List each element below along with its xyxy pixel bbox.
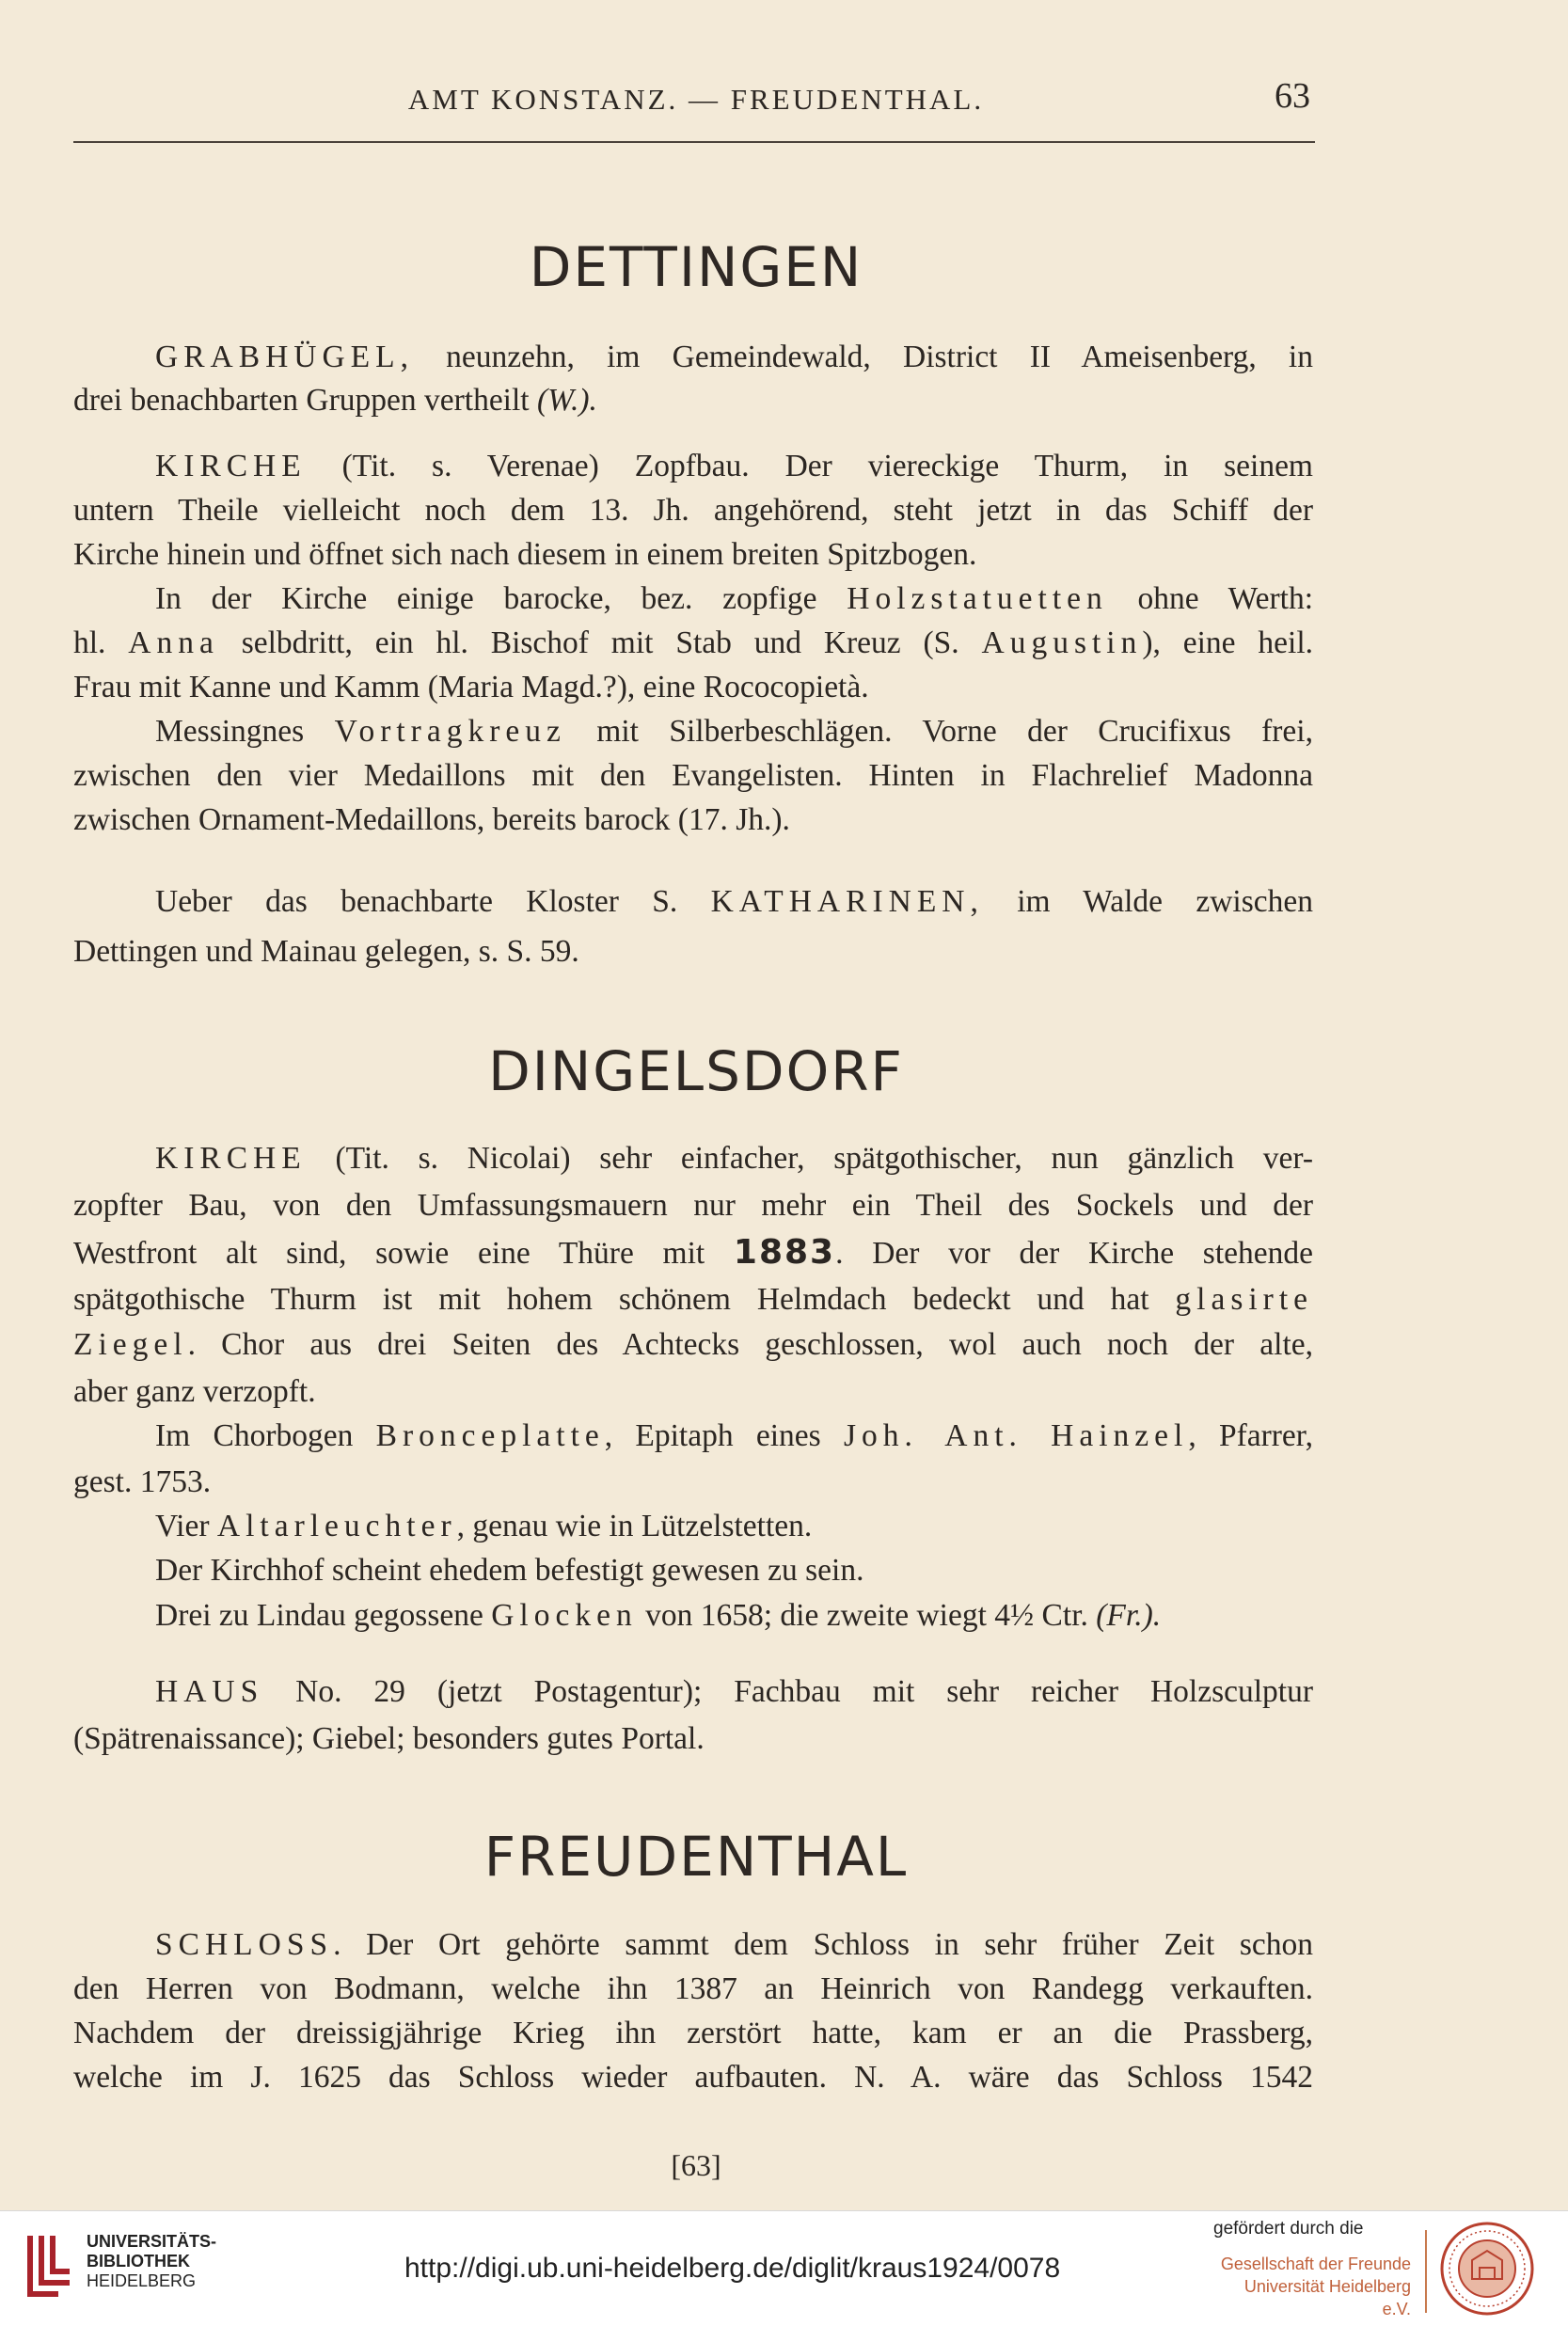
text-line: GRABHÜGEL, neunzehn, im Gemeindewald, District II Ameisenberg, in bbox=[155, 340, 1313, 374]
text-line: Frau mit Kanne und Kamm (Maria Magd.?), eine Rococopietà. bbox=[73, 670, 869, 704]
text-line: untern Theile vielleicht noch dem 13. Jh. angehörend, steht jetzt in das Schiff der bbox=[73, 493, 1313, 528]
text-line: Messingnes Vortragkreuz mit Silberbeschlägen. Vorne der Crucifixus frei, bbox=[155, 714, 1313, 749]
text-line: zopfter Bau, von den Umfassungsmauern nur mehr ein Theil des Sockels und der bbox=[73, 1188, 1313, 1223]
digitization-footer bbox=[0, 2210, 1568, 2326]
text-line: Vier Altarleuchter, genau wie in Lützelstetten. bbox=[155, 1509, 813, 1543]
text-line: gest. 1753. bbox=[73, 1464, 212, 1499]
sponsor-name: Gesellschaft der Freunde Universität Heidelberg e.V. bbox=[1220, 2255, 1411, 2318]
library-logo-icon bbox=[21, 2228, 77, 2307]
text-line: zwischen den vier Medaillons mit den Evangelisten. Hinten in Flachrelief Madonna bbox=[73, 758, 1313, 793]
stamped-year: 1883 bbox=[733, 1233, 836, 1272]
text-line: hl. Anna selbdritt, ein hl. Bischof mit Stab und Kreuz (S. Augustin), eine heil. bbox=[73, 625, 1313, 660]
running-title: AMT KONSTANZ. — FREUDENTHAL. bbox=[407, 83, 985, 116]
section-title-freudenthal: FREUDENTHAL bbox=[483, 1825, 909, 1889]
sponsor-label: gefördert durch die bbox=[1213, 2219, 1364, 2239]
text-line: Ueber das benachbarte Kloster S. KATHARINEN, im Walde zwischen bbox=[155, 884, 1313, 919]
university-seal-icon bbox=[1439, 2221, 1535, 2317]
text-line: spätgothische Thurm ist mit hohem schönem Helmdach bedeckt und hat glasirte bbox=[73, 1282, 1313, 1317]
library-name: UNIVERSITÄTS- BIBLIOTHEK HEIDELBERG bbox=[87, 2232, 217, 2290]
text-line: Nachdem der dreissigjährige Krieg ihn zerstört hatte, kam er an die Prassberg, bbox=[73, 2016, 1313, 2050]
text-line: KIRCHE (Tit. s. Verenae) Zopfbau. Der viereckige Thurm, in seinem bbox=[155, 449, 1313, 483]
section-title-dettingen: DETTINGEN bbox=[529, 235, 863, 299]
text-line: SCHLOSS. Der Ort gehörte sammt dem Schloss in sehr früher Zeit schon bbox=[155, 1927, 1313, 1962]
text-line: Dettingen und Mainau gelegen, s. S. 59. bbox=[73, 934, 579, 969]
text-line: drei benachbarten Gruppen vertheilt (W.). bbox=[73, 383, 597, 418]
text-line: welche im J. 1625 das Schloss wieder aufbauten. N. A. wäre das Schloss 1542 bbox=[73, 2060, 1313, 2095]
text-line: (Spätrenaissance); Giebel; besonders gutes Portal. bbox=[73, 1721, 705, 1756]
text-line: KIRCHE (Tit. s. Nicolai) sehr einfacher, spätgothischer, nun gänzlich ver- bbox=[155, 1141, 1313, 1176]
plate-number: [63] bbox=[671, 2148, 721, 2182]
text-line: Kirche hinein und öffnet sich nach diesem in einem breiten Spitzbogen. bbox=[73, 537, 977, 572]
text-line: Westfront alt sind, sowie eine Thüre mit 1883. Der vor der Kirche stehende bbox=[73, 1233, 1313, 1272]
page-number: 63 bbox=[1275, 76, 1310, 116]
permalink-url[interactable]: http://digi.ub.uni-heidelberg.de/diglit/kraus1924/0078 bbox=[404, 2253, 1061, 2284]
text-line: den Herren von Bodmann, welche ihn 1387 an Heinrich von Randegg verkauften. bbox=[73, 1971, 1313, 2006]
header-rule bbox=[73, 141, 1315, 143]
text-line: aber ganz verzopft. bbox=[73, 1374, 316, 1409]
footer-divider bbox=[1425, 2230, 1427, 2313]
text-line: Im Chorbogen Bronceplatte, Epitaph eines Joh. Ant. Hainzel, Pfarrer, bbox=[155, 1418, 1313, 1453]
text-line: Ziegel. Chor aus drei Seiten des Achtecks geschlossen, wol auch noch der alte, bbox=[73, 1327, 1313, 1362]
text-line: Der Kirchhof scheint ehedem befestigt gewesen zu sein. bbox=[155, 1553, 864, 1588]
text-line: zwischen Ornament-Medaillons, bereits barock (17. Jh.). bbox=[73, 802, 790, 837]
section-title-dingelsdorf: DINGELSDORF bbox=[488, 1039, 904, 1103]
text-line: In der Kirche einige barocke, bez. zopfige Holzstatuetten ohne Werth: bbox=[155, 581, 1313, 616]
text-line: Drei zu Lindau gegossene Glocken von 1658; die zweite wiegt 4½ Ctr. (Fr.). bbox=[155, 1598, 1162, 1633]
text-line: HAUS No. 29 (jetzt Postagentur); Fachbau mit sehr reicher Holzsculptur bbox=[155, 1674, 1313, 1709]
